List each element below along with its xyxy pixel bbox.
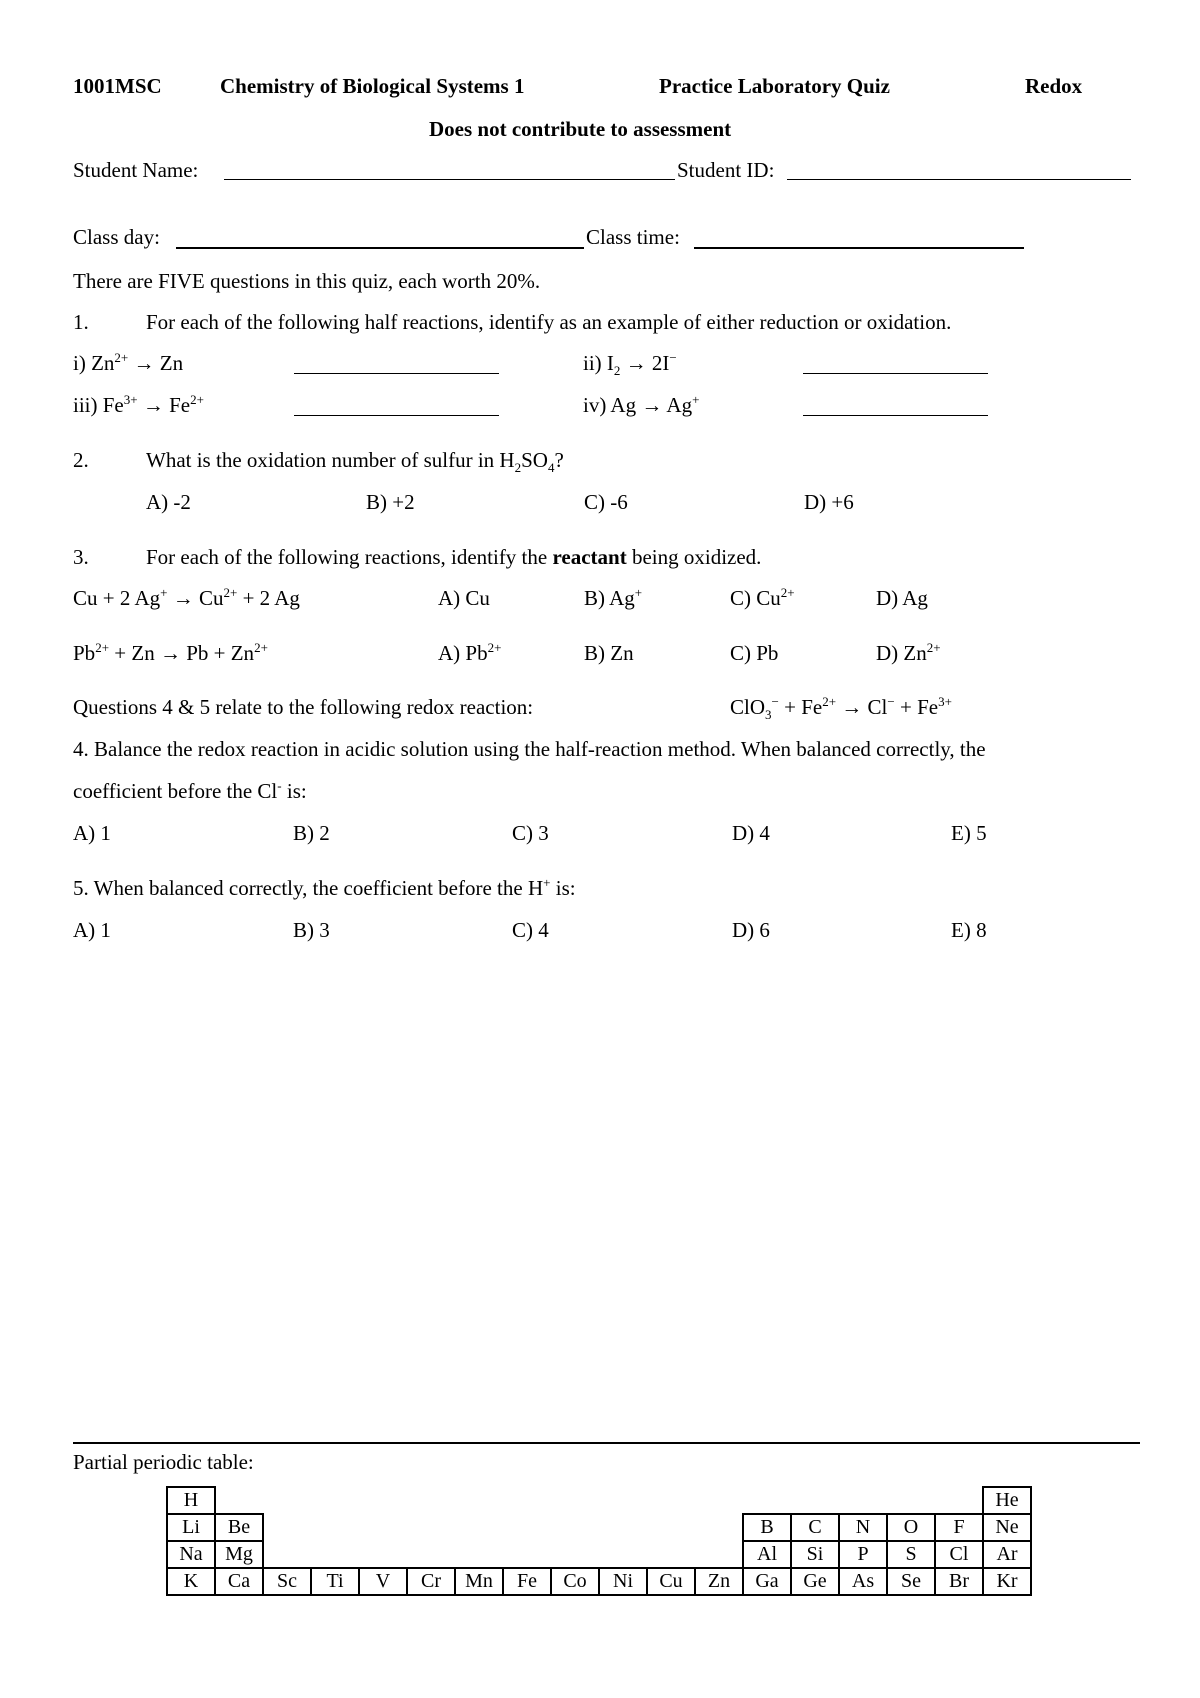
class-day-field[interactable]	[176, 247, 584, 249]
assessment-notice: Does not contribute to assessment	[429, 117, 732, 141]
student-name-label: Student Name:	[73, 158, 199, 182]
element-cell: Ge	[791, 1568, 839, 1595]
element-cell: C	[791, 1514, 839, 1541]
q2-text: What is the oxidation number of sulfur in $H_2SO_4$?	[146, 448, 564, 476]
student-id-field[interactable]	[787, 179, 1131, 180]
q4-option-c[interactable]: C) 3	[512, 821, 549, 845]
q1-answer-i[interactable]	[294, 373, 499, 374]
course-code: 1001MSC	[73, 74, 162, 98]
q3-r1-option-d[interactable]: D) Ag	[876, 586, 928, 610]
q2-option-a[interactable]: A) -2	[146, 490, 191, 514]
q1-answer-ii[interactable]	[803, 373, 988, 374]
q2-option-c[interactable]: C) -6	[584, 490, 628, 514]
element-cell: N	[839, 1514, 887, 1541]
q5-option-b[interactable]: B) 3	[293, 918, 330, 942]
element-cell: Kr	[983, 1568, 1031, 1595]
q4-option-a[interactable]: A) 1	[73, 821, 111, 845]
q1-item-ii: ii) $I_2 \to 2I^-$	[583, 350, 677, 379]
q4-option-d[interactable]: D) 4	[732, 821, 770, 845]
element-cell: Ne	[983, 1514, 1031, 1541]
quiz-topic: Redox	[1025, 74, 1083, 98]
element-cell: P	[839, 1541, 887, 1568]
element-cell: Mg	[215, 1541, 263, 1568]
q1-item-i: i) $Zn^{2+} \to Zn$	[73, 350, 184, 375]
element-cell: H	[167, 1487, 215, 1514]
element-cell: Ga	[743, 1568, 791, 1595]
element-cell: V	[359, 1568, 407, 1595]
element-cell: He	[983, 1487, 1031, 1514]
q1-item-iv: iv) Ag → Ag+	[583, 392, 700, 417]
course-name: Chemistry of Biological Systems 1	[220, 74, 525, 98]
element-cell: Si	[791, 1541, 839, 1568]
element-cell: O	[887, 1514, 935, 1541]
element-cell: Fe	[503, 1568, 551, 1595]
element-cell: Cr	[407, 1568, 455, 1595]
q45-equation: $ClO_3^- + Fe^{2+} \to Cl^- + Fe^{3+}$	[730, 694, 952, 723]
element-cell: Na	[167, 1541, 215, 1568]
q1-answer-iii[interactable]	[294, 415, 499, 416]
q5-option-a[interactable]: A) 1	[73, 918, 111, 942]
element-cell: Li	[167, 1514, 215, 1541]
q3-r2-option-d[interactable]: D) $Zn^{2+}$	[876, 640, 941, 665]
q1-number: 1.	[73, 310, 89, 334]
element-cell: Br	[935, 1568, 983, 1595]
quiz-type: Practice Laboratory Quiz	[659, 74, 890, 98]
element-cell: Ca	[215, 1568, 263, 1595]
q5-option-e[interactable]: E) 8	[951, 918, 987, 942]
element-cell: F	[935, 1514, 983, 1541]
element-cell: K	[167, 1568, 215, 1595]
element-cell: B	[743, 1514, 791, 1541]
element-cell: Al	[743, 1541, 791, 1568]
partial-periodic-table	[166, 1486, 1032, 1596]
element-cell: Sc	[263, 1568, 311, 1595]
q1-text: For each of the following half reactions, identify as an example of either reduction or oxidation.	[146, 310, 952, 334]
q3-r1-option-b[interactable]: B) Ag+	[584, 585, 643, 610]
q4-option-e[interactable]: E) 5	[951, 821, 987, 845]
q1-answer-iv[interactable]	[803, 415, 988, 416]
q4-text-line1: 4. Balance the redox reaction in acidic solution using the half-reaction method. When balanced correctly, the	[73, 737, 986, 761]
q1-item-iii: iii) $Fe^{3+} \to Fe^{2+}$	[73, 392, 204, 417]
q2-number: 2.	[73, 448, 89, 472]
element-cell: Ti	[311, 1568, 359, 1595]
class-time-field[interactable]	[694, 247, 1024, 249]
q3-r2-option-a[interactable]: A) $Pb^{2+}$	[438, 640, 502, 665]
quiz-intro: There are FIVE questions in this quiz, each worth 20%.	[73, 269, 541, 293]
element-cell: S	[887, 1541, 935, 1568]
element-cell: Zn	[695, 1568, 743, 1595]
q2-option-b[interactable]: B) +2	[366, 490, 415, 514]
q5-text: 5. When balanced correctly, the coefficient before the H+ is:	[73, 875, 576, 900]
student-id-label: Student ID:	[677, 158, 775, 182]
q5-option-d[interactable]: D) 6	[732, 918, 770, 942]
element-cell: Ar	[983, 1541, 1031, 1568]
element-cell: Cu	[647, 1568, 695, 1595]
class-day-label: Class day:	[73, 225, 160, 249]
q4-option-b[interactable]: B) 2	[293, 821, 330, 845]
q3-r1-option-a[interactable]: A) Cu	[438, 586, 490, 610]
element-cell: Ni	[599, 1568, 647, 1595]
q3-r1-option-c[interactable]: C) $Cu^{2+}$	[730, 585, 795, 610]
q3-text: For each of the following reactions, identify the reactant being oxidized.	[146, 545, 762, 569]
element-cell: Be	[215, 1514, 263, 1541]
element-cell: As	[839, 1568, 887, 1595]
q5-option-c[interactable]: C) 4	[512, 918, 549, 942]
q3-r2-option-c[interactable]: C) Pb	[730, 641, 779, 665]
element-cell: Se	[887, 1568, 935, 1595]
q4-text-line2: coefficient before the Cl- is:	[73, 778, 307, 803]
element-cell: Co	[551, 1568, 599, 1595]
q3-reaction-1: Cu + 2 $Ag^+ \to Cu^{2+} + 2$ Ag	[73, 585, 300, 610]
element-cell: Cl	[935, 1541, 983, 1568]
footer-divider	[73, 1442, 1140, 1444]
q3-number: 3.	[73, 545, 89, 569]
q3-r2-option-b[interactable]: B) Zn	[584, 641, 634, 665]
periodic-table-label: Partial periodic table:	[73, 1450, 254, 1474]
q2-option-d[interactable]: D) +6	[804, 490, 854, 514]
q3-reaction-2: $Pb^{2+} + Zn \to Pb + Zn^{2+}$	[73, 640, 268, 665]
class-time-label: Class time:	[586, 225, 680, 249]
element-cell: Mn	[455, 1568, 503, 1595]
q45-intro: Questions 4 & 5 relate to the following redox reaction:	[73, 695, 534, 719]
student-name-field[interactable]	[224, 179, 675, 180]
